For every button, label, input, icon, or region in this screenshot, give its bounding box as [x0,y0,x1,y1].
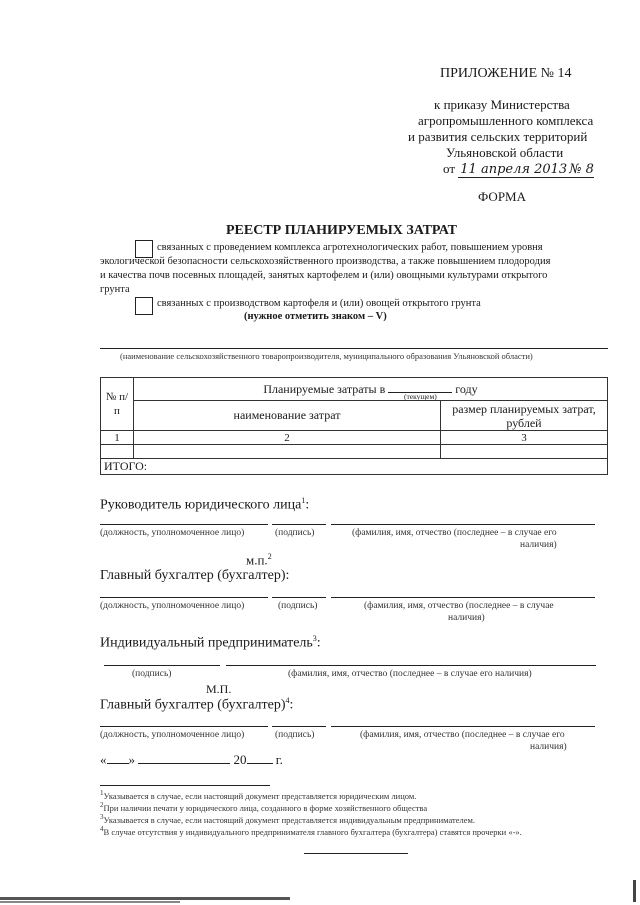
position-line-3[interactable] [100,726,268,727]
ip-fio-line[interactable] [226,665,596,666]
date-close-quote: » [128,752,135,767]
col-name-header: наименование затрат [134,401,441,431]
end-divider [304,853,408,854]
col-num-header: № п/п [101,378,134,431]
order-line-2: агропромышленного комплекса [418,113,594,128]
option1-line-4: грунта [100,284,130,295]
order-number: № 8 [569,162,594,177]
footnote-ref-3: 3 [312,634,317,643]
footnote-ref-2: 2 [267,552,272,561]
footnote-text-3: Указывается в случае, если настоящий документ представляется индивидуальным предпринимателем. [103,814,476,825]
fio-caption-2a: (фамилия, имя, отчество (последнее – в случае [364,601,554,611]
ip-signature-caption: (подпись) [132,669,172,679]
legal-head-text: Руководитель юридического лица [100,497,302,513]
year-field-blank[interactable] [247,753,273,764]
footnote-mark-2: 2 [100,801,104,809]
total-label: ИТОГО: [101,459,608,475]
fio-caption-1b: наличия) [520,540,557,550]
producer-caption: (наименование сельскохозяйственного товаропроизводителя, муниципального образования Ульяновской области) [120,351,533,361]
signature-line-1[interactable] [272,524,326,525]
fio-line-1[interactable] [331,524,595,525]
fio-caption-3b: наличия) [530,742,567,752]
signature-caption-3: (подпись) [275,730,315,740]
option1-line-1: связанных с проведением комплекса агротехнологических работ, повышением уровня [157,242,543,253]
seal-mark-2: М.П. [206,682,232,696]
appendix-number: ПРИЛОЖЕНИЕ № 14 [440,66,572,81]
position-line-1[interactable] [100,524,268,525]
ip-signature-line[interactable] [104,665,220,666]
accountant2-text: Главный бухгалтер (бухгалтер) [100,697,286,713]
from-prefix: от [443,161,456,176]
costs-table [100,377,608,475]
form-label: ФОРМА [478,189,526,204]
signature-caption-2: (подпись) [278,601,318,611]
order-line-3: и развития сельских территорий [408,129,588,144]
fio-caption-3a: (фамилия, имя, отчество (последнее – в случае его [360,730,565,740]
page-title: РЕЕСТР ПЛАНИРУЕМЫХ ЗАТРАТ [226,223,457,238]
ip-label: Индивидуальный предприниматель$^3$: [100,634,321,651]
num-cell-3: 3 [441,431,608,445]
year-blank[interactable] [388,382,452,393]
total-row [101,459,608,475]
num-cell-1: 1 [101,431,134,445]
order-line-4: Ульяновской области [446,145,564,160]
footnote-text-1: Указывается в случае, если настоящий документ представляется юридическим лицом. [103,790,417,801]
footnote-mark-4: 4 [100,825,104,833]
planned-suffix: году [455,381,478,396]
legal-head-label: Руководитель юридического лица$^1$: [100,496,310,513]
footnote-4 [100,824,522,838]
signature-caption-1: (подпись) [275,528,315,538]
option1-line-3: и качества почв посевных площадей, занятых картофелем и (или) овощными культурами открытого [100,270,548,281]
position-caption-2: (должность, уполномоченное лицо) [100,601,245,611]
option-note: (нужное отметить знаком – V) [244,311,387,322]
date-open-quote: « [100,752,107,767]
signature-line-2[interactable] [272,597,326,598]
col-amount-header: размер планируемых затрат, рублей [441,401,608,431]
planned-prefix: Планируемые затраты в [263,381,386,396]
fio-line-2[interactable] [331,597,595,598]
order-from [443,161,594,178]
table-row [101,445,608,459]
option2-text: связанных с производством картофеля и (или) овощей открытого грунта [157,298,481,309]
footnote-text-4: В случае отсутствия у индивидуального предпринимателя главного бухгалтера (бухгалтера) ставятся прочерки «-». [103,826,522,837]
cell-empty[interactable] [134,445,441,459]
position-caption-3: (должность, уполномоченное лицо) [100,730,245,740]
date-field [100,752,283,768]
footnote-mark-1: 1 [100,789,104,797]
position-caption-1: (должность, уполномоченное лицо) [100,528,245,538]
signature-line-3[interactable] [272,726,326,727]
year-prefix: 20 [233,752,247,767]
cell-empty[interactable] [441,445,608,459]
ip-text: Индивидуальный предприниматель [100,635,313,651]
month-blank[interactable] [138,753,230,764]
current-caption: (текущем) [404,392,437,401]
footnote-mark-3: 3 [100,813,104,821]
footnote-ref-1: 1 [301,496,306,505]
num-cell-2: 2 [134,431,441,445]
order-line-1: к приказу Министерства [434,97,570,112]
accountant-label-2: Главный бухгалтер (бухгалтер)$^4$: [100,696,294,713]
planned-header [134,378,608,401]
scan-edge-artifact-2 [0,901,180,903]
scan-edge-artifact [0,897,290,900]
day-blank[interactable] [107,753,129,764]
position-line-2[interactable] [100,597,268,598]
fio-line-3[interactable] [331,726,595,727]
seal-text: м.п. [246,552,268,568]
option1-line-2: экологической безопасности сельскохозяйственного производства, а также повышением плодородия [100,256,551,267]
footnote-separator [100,785,270,786]
handwritten-date: 11 апреля 2013 [460,162,568,177]
scan-side-artifact [633,880,636,902]
accountant-label-1: Главный бухгалтер (бухгалтер): [100,568,290,583]
fio-caption-2b: наличия) [448,613,485,623]
fio-caption-1a: (фамилия, имя, отчество (последнее – в случае его [352,528,557,538]
producer-line[interactable] [100,348,608,349]
footnote-text-2: При наличии печати у юридического лица, созданного в форме хозяйственного общества [103,802,428,813]
footnote-ref-4: 4 [285,696,290,705]
year-suffix: г. [275,752,283,767]
seal-mark-1 [246,552,272,568]
option2-checkbox[interactable] [135,297,153,315]
numbering-row [101,431,608,445]
cell-empty[interactable] [101,445,134,459]
ip-fio-caption: (фамилия, имя, отчество (последнее – в случае его наличия) [288,669,532,679]
